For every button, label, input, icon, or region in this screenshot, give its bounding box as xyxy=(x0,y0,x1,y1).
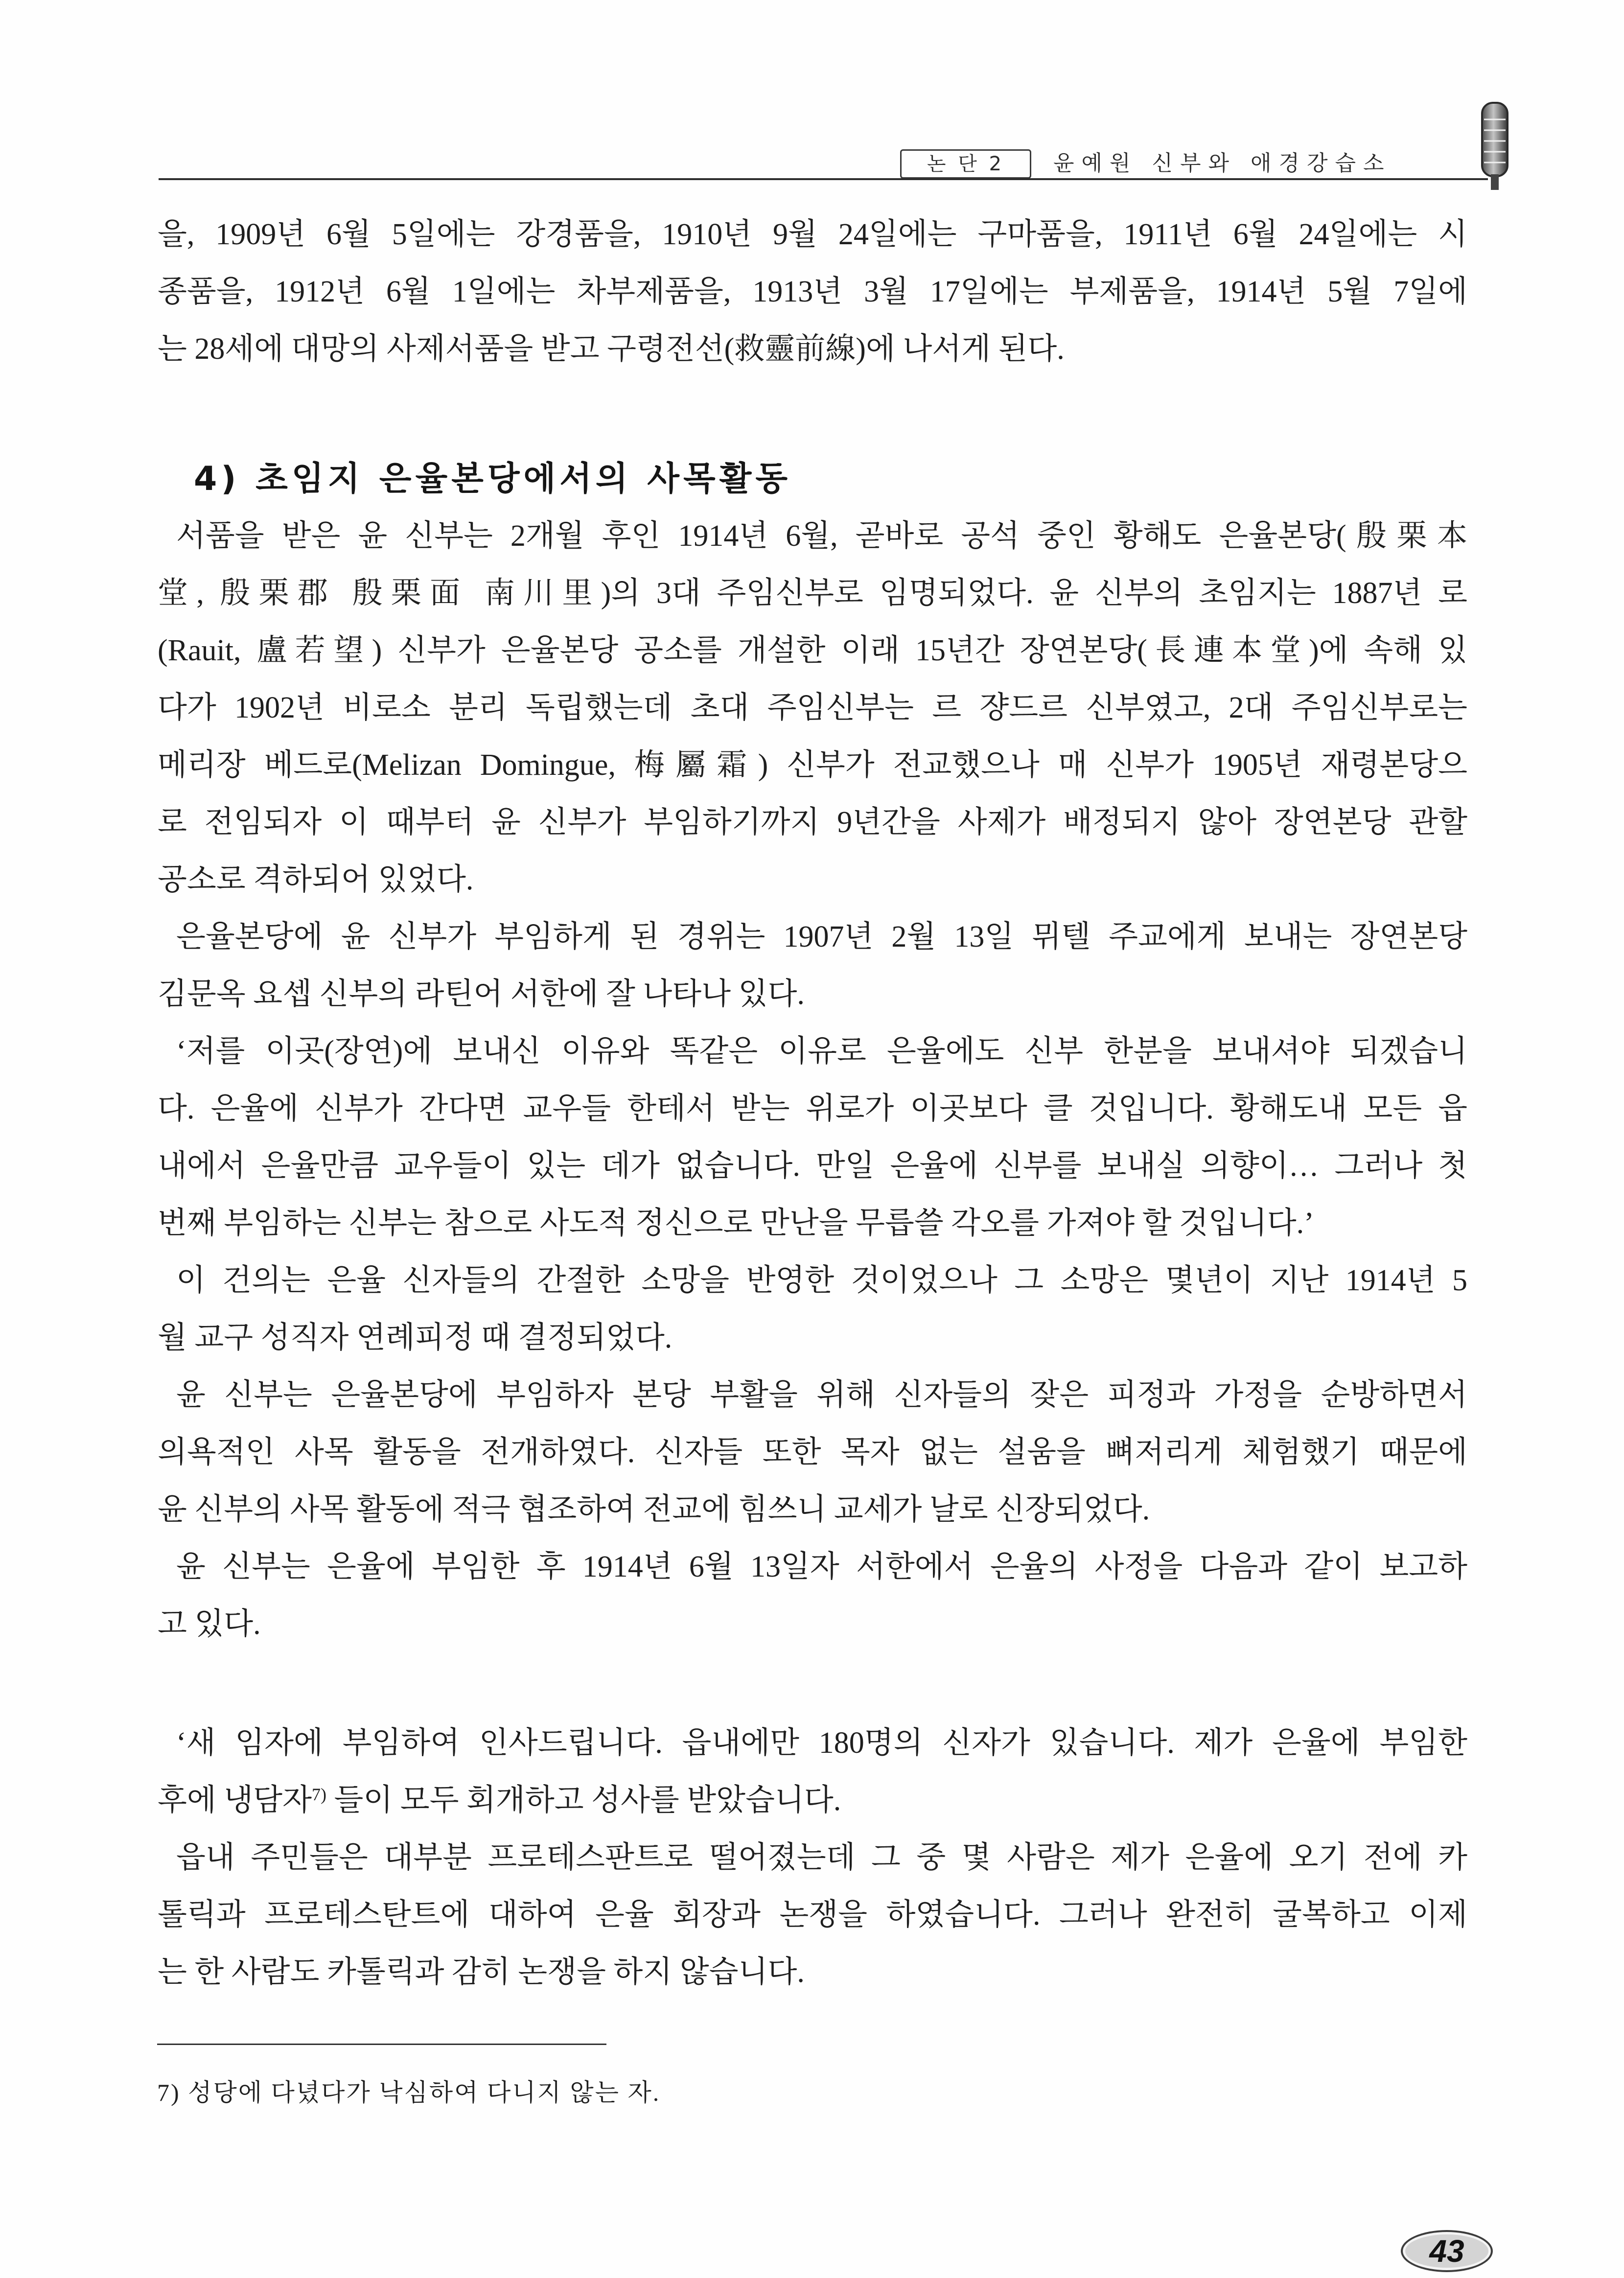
header-rule xyxy=(159,178,1488,180)
text-segment: 들이 모두 회개하고 성사를 받았습니다. xyxy=(326,1784,841,1817)
text-line: 는 한 사람도 카톨릭과 감히 논쟁을 하지 않습니다. xyxy=(158,1955,805,1989)
paragraph xyxy=(158,1367,1467,1538)
section-heading: 4) 초임지 은율본당에서의 사목활동 xyxy=(194,460,792,498)
text-line: 고 있다. xyxy=(158,1607,261,1641)
paragraph xyxy=(158,1538,1467,1653)
text-line: 김문옥 요셉 신부의 라틴어 서한에 잘 나타나 있다. xyxy=(158,977,805,1011)
text-line: 내에서 은율만큼 교우들이 있는 데가 없습니다. 만일 은율에 신부를 보내실 의향이… 그러나 첫 xyxy=(158,1149,1467,1183)
text-line: 윤 신부는 은율에 부임한 후 1914년 6월 13일자 서한에서 은율의 사정을 다음과 같이 보고하 xyxy=(176,1550,1467,1583)
paragraph xyxy=(158,1252,1467,1367)
paragraph xyxy=(158,1829,1467,2001)
footnote-rule xyxy=(157,2044,606,2045)
footnote-text: 성당에 다녔다가 낙심하여 다니지 않는 자. xyxy=(188,2079,661,2106)
text-line: 을, 1909년 6월 5일에는 강경품을, 1910년 9월 24일에는 구마품을, 1911년 6월 24일에는 시 xyxy=(158,218,1467,251)
quotation xyxy=(158,1715,1467,1829)
text-line: 윤 신부는 은율본당에 부임하자 본당 부활을 위해 신자들의 잦은 피정과 가정을 순방하면서 xyxy=(176,1378,1467,1412)
text-line: 다가 1902년 비로소 분리 독립했는데 초대 주임신부는 르 쟝드르 신부였고, 2대 주임신부로는 xyxy=(158,691,1467,724)
section-label: 논 단 2 xyxy=(900,149,1031,179)
text-line: 다. 은율에 신부가 간다면 교우들 한테서 받는 위로가 이곳보다 클 것입니다. 황해도내 모든 읍 xyxy=(158,1092,1467,1125)
tab-body xyxy=(1482,103,1508,176)
text-line: 공소로 격하되어 있었다. xyxy=(158,863,474,896)
text-line: 은율본당에 윤 신부가 부임하게 된 경위는 1907년 2월 13일 뮈텔 주교에게 보내는 장연본당 xyxy=(176,920,1467,953)
footnote xyxy=(157,2076,660,2109)
paragraph xyxy=(158,508,1467,908)
text-line: 로 전임되자 이 때부터 윤 신부가 부임하기까지 9년간을 사제가 배정되지 않아 장연본당 관할 xyxy=(158,806,1467,839)
text-line: ‘저를 이곳(장연)에 보내신 이유와 똑같은 이유로 은율에도 신부 한분을 보내셔야 되겠습니 xyxy=(176,1035,1467,1068)
text-line: 종품을, 1912년 6월 1일에는 차부제품을, 1913년 3월 17일에는 부제품을, 1914년 5월 7일에 xyxy=(158,275,1467,308)
text-line: 읍내 주민들은 대부분 프로테스판트로 떨어졌는데 그 중 몇 사람은 제가 은율에 오기 전에 카 xyxy=(176,1841,1467,1874)
paragraph xyxy=(158,908,1467,1023)
quotation xyxy=(158,1023,1467,1252)
tab-stem xyxy=(1491,174,1499,190)
text-line: 서품을 받은 윤 신부는 2개월 후인 1914년 6월, 곧바로 공석 중인 황해도 은율본당(殷栗本 xyxy=(176,519,1467,553)
text-line: 의욕적인 사목 활동을 전개하였다. 신자들 또한 목자 없는 설움을 뼈저리게 체험했기 때문에 xyxy=(158,1436,1467,1469)
text-line: (Rauit, 盧若望) 신부가 은율본당 공소를 개설한 이래 15년간 장연본당(長連本堂)에 속해 있 xyxy=(158,634,1467,667)
text-line: 번째 부임하는 신부는 참으로 사도적 정신으로 만난을 무릅쓸 각오를 가져야 할 것입니다.’ xyxy=(158,1207,1314,1240)
text-line: 윤 신부의 사목 활동에 적극 협조하여 전교에 힘쓰니 교세가 날로 신장되었다. xyxy=(158,1493,1150,1526)
text-line: 톨릭과 프로테스탄트에 대하여 은율 회장과 논쟁을 하였습니다. 그러나 완전히 굴복하고 이제 xyxy=(158,1898,1467,1931)
text-line: 이 건의는 은율 신자들의 간절한 소망을 반영한 것이었으나 그 소망은 몇년이 지난 1914년 5 xyxy=(176,1264,1467,1297)
paragraph xyxy=(158,206,1467,378)
footnote-marker: 7) xyxy=(157,2079,181,2106)
text-line: 堂, 殷栗郡 殷栗面 南川里)의 3대 주임신부로 임명되었다. 윤 신부의 초임지는 1887년 로 xyxy=(158,577,1467,610)
text-line: 메리장 베드로(Melizan Domingue, 梅屬霜) 신부가 전교했으나 매 신부가 1905년 재령본당으 xyxy=(158,748,1467,782)
footnote-reference: 7) xyxy=(311,1785,326,1804)
text-line: ‘새 임자에 부임하여 인사드립니다. 읍내에만 180명의 신자가 있습니다. 제가 은율에 부임한 xyxy=(176,1726,1467,1760)
text-line xyxy=(158,1772,1467,1829)
text-segment: 후에 냉담자 xyxy=(158,1784,312,1817)
page-number: 43 xyxy=(1401,2230,1493,2272)
section-body xyxy=(158,508,1467,2001)
text-line: 는 28세에 대망의 사제서품을 받고 구령전선(救靈前線)에 나서게 된다. xyxy=(158,332,1065,366)
scroll-tab-icon xyxy=(1471,100,1518,192)
text-line: 월 교구 성직자 연례피정 때 결정되었다. xyxy=(158,1321,673,1354)
running-title: 윤예원 신부와 애경강습소 xyxy=(1053,151,1392,176)
